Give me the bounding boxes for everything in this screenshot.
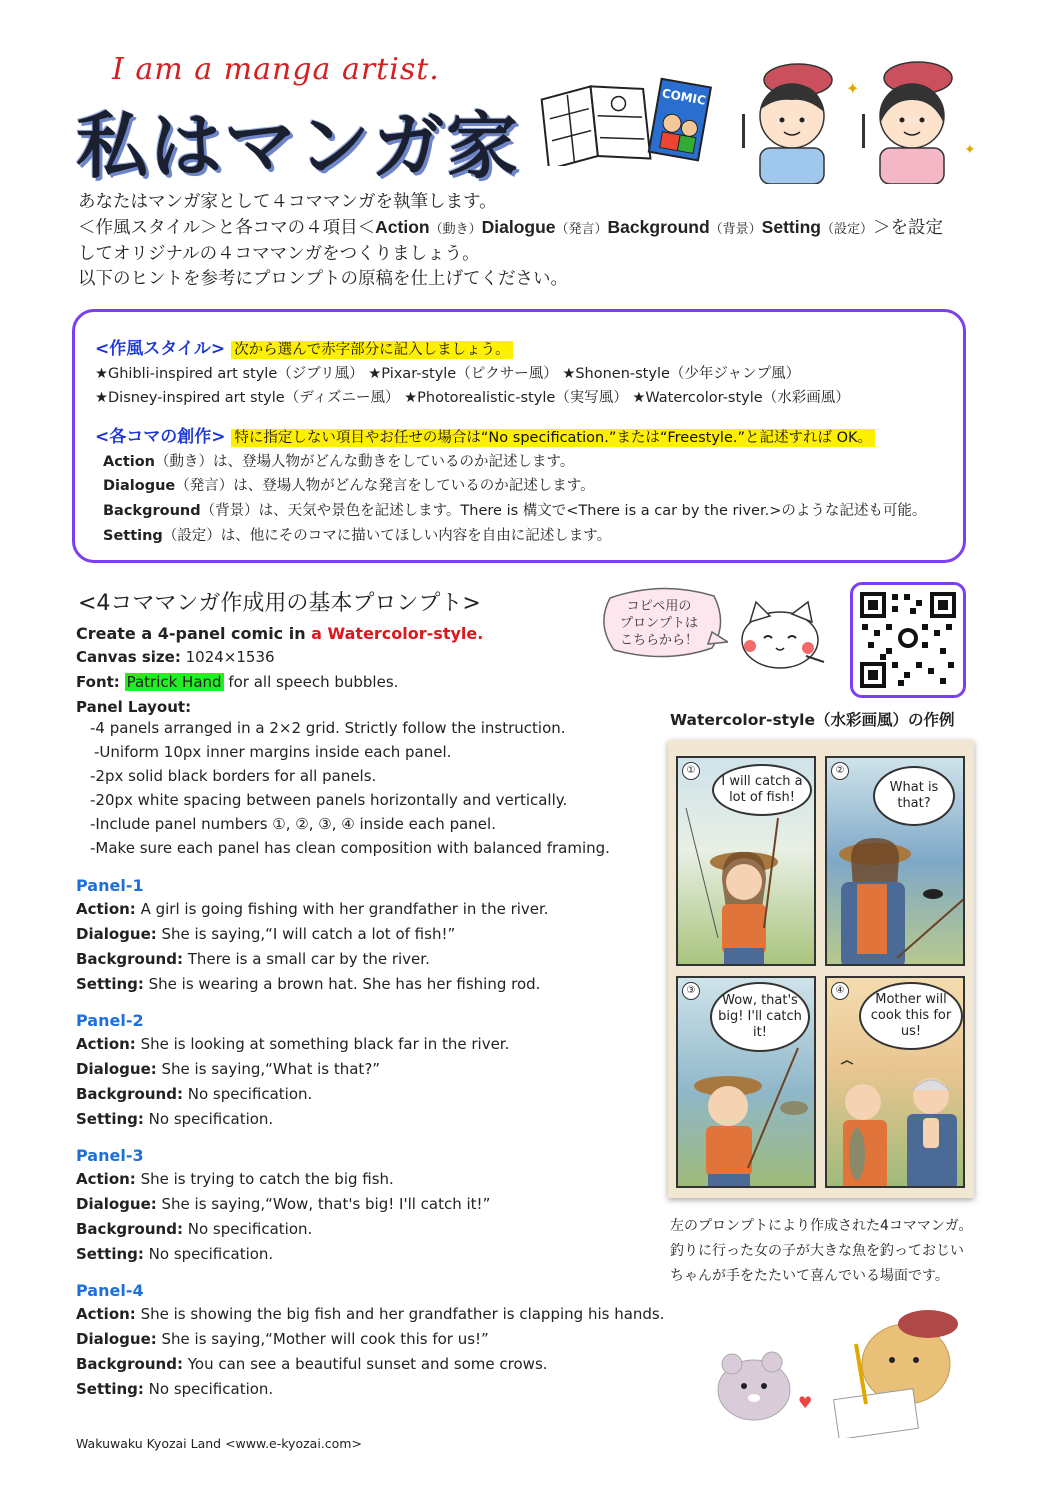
comic-panel-3 xyxy=(676,976,816,1188)
intro-line-4: 以下のヒントを参考にプロンプトの原稿を仕上げてください。 xyxy=(78,269,568,289)
panel-note: 特に指定しない項目やお任せの場合は“No specification.”または“Freestyle.”と記述すれば OK。 xyxy=(231,429,875,447)
panel-3-title: Panel-3 xyxy=(76,1146,144,1165)
panel-3-background: Background: No specification. xyxy=(76,1220,313,1238)
font-line: Font: Patrick Hand for all speech bubbles. xyxy=(76,673,399,691)
comic-panel-4 xyxy=(825,976,965,1188)
svg-text:✦: ✦ xyxy=(846,79,860,98)
style-note: 次から選んで赤字部分に記入しましょう。 xyxy=(231,341,513,359)
qr-code[interactable] xyxy=(860,592,956,688)
subtitle: I am a manga artist. xyxy=(112,52,440,87)
rules-box xyxy=(72,309,966,563)
example-caption: 左のプロンプトにより作成された4コママンガ。 釣りに行った女の子が大きな魚を釣っておじい ちゃんが手をたたいて喜んでいる場面です。 xyxy=(670,1218,973,1284)
comic-panel-number: ② xyxy=(831,762,849,780)
comic-bubble-4: Mother will cook this for us! xyxy=(859,982,963,1050)
comic-panel-number: ④ xyxy=(831,982,849,1000)
comic-bubble-2: What is that? xyxy=(873,766,955,826)
rule-item-background: Background（背景）は、天気や景色を記述します。There is 構文で<There is a car by the river.>のような記述も可能。 xyxy=(103,503,927,519)
svg-text:✦: ✦ xyxy=(964,142,976,158)
mascots-drawing-illustration xyxy=(706,1304,972,1438)
panel-2-action: Action: She is looking at something black far in the river. xyxy=(76,1035,510,1053)
example-title: Watercolor-style（水彩画風）の作例 xyxy=(670,711,955,729)
panel-1-title: Panel-1 xyxy=(76,876,144,895)
layout-item: -Uniform 10px inner margins inside each panel. xyxy=(94,743,452,761)
panel-2-dialogue: Dialogue: She is saying,“What is that?” xyxy=(76,1060,381,1078)
layout-item: -2px solid black borders for all panels. xyxy=(90,767,377,785)
panel-3-dialogue: Dialogue: She is saying,“Wow, that's big! I'll catch it!” xyxy=(76,1195,491,1213)
create-line: Create a 4-panel comic in a Watercolor-style. xyxy=(76,624,484,643)
svg-text:COMIC: COMIC xyxy=(660,86,707,108)
panel-2-title: Panel-2 xyxy=(76,1011,144,1030)
panel-3-action: Action: She is trying to catch the big fish. xyxy=(76,1170,394,1188)
intro-line-1: あなたはマンガ家として４コママンガを執筆します。 xyxy=(78,192,497,212)
panel-4-dialogue: Dialogue: She is saying,“Mother will cook this for us!” xyxy=(76,1330,489,1348)
panel-1-background: Background: There is a small car by the river. xyxy=(76,950,430,968)
footer-credit: Wakuwaku Kyozai Land <www.e-kyozai.com> xyxy=(76,1436,362,1451)
style-heading: <作風スタイル> 次から選んで赤字部分に記入しましょう。 xyxy=(95,334,513,359)
panel-heading: <各コマの創作> 特に指定しない項目やお任せの場合は“No specification.”または“Freestyle.”と記述すれば OK。 xyxy=(95,422,875,447)
panel-1-dialogue: Dialogue: She is saying,“I will catch a lot of fish!” xyxy=(76,925,456,943)
panel-2-background: Background: No specification. xyxy=(76,1085,313,1103)
rule-item-dialogue: Dialogue（発言）は、登場人物がどんな発言をしているのか記述します。 xyxy=(103,478,595,494)
qr-code-frame[interactable] xyxy=(850,582,966,698)
manga-artists-illustration xyxy=(728,54,978,184)
layout-item: -Make sure each panel has clean composition with balanced framing. xyxy=(90,839,610,857)
intro-text xyxy=(78,190,998,292)
rule-item-action: Action（動き）は、登場人物がどんな動きをしているのか記述します。 xyxy=(103,454,575,470)
comic-bubble-3: Wow, that's big! I'll catch it! xyxy=(710,982,810,1052)
panel-3-setting: Setting: No specification. xyxy=(76,1245,274,1263)
panel-4-action: Action: She is showing the big fish and her grandfather is clapping his hands. xyxy=(76,1305,665,1323)
panel-2-setting: Setting: No specification. xyxy=(76,1110,274,1128)
comic-bubble-1: I will catch a lot of fish! xyxy=(712,764,812,816)
intro-line-3: してオリジナルの４コママンガをつくりましょう。 xyxy=(78,244,480,264)
panel-1-action: Action: A girl is going fishing with her grandfather in the river. xyxy=(76,900,549,918)
layout-item: -Include panel numbers ①, ②, ③, ④ inside each panel. xyxy=(90,815,496,833)
intro-line-2: ＜作風スタイル＞と各コマの４項目＜Action（動き）Dialogue（発言）Background（背景）Setting（設定）＞を設定 xyxy=(78,217,943,238)
copy-prompt-speech-bubble: コピペ用の プロンプトは こちらから！ xyxy=(596,584,728,664)
layout-item: -20px white spacing between panels horizontally and vertically. xyxy=(90,791,568,809)
prompt-section-title: <4コママンガ作成用の基本プロンプト> xyxy=(78,591,481,616)
svg-text:♥: ♥ xyxy=(798,1393,813,1412)
layout-label: Panel Layout: xyxy=(76,698,192,716)
example-comic xyxy=(668,740,974,1198)
panel-4-background: Background: You can see a beautiful sunset and some crows. xyxy=(76,1355,548,1373)
manga-books-illustration xyxy=(536,74,716,166)
comic-panel-number: ① xyxy=(682,762,700,780)
style-options-line-2: ★Disney-inspired art style（ディズニー風） ★Photorealistic-style（実写風） ★Watercolor-style（水彩画風） xyxy=(95,390,850,406)
page-title: 私はマンガ家 xyxy=(76,103,521,188)
style-options-line-1: ★Ghibli-inspired art style（ジブリ風） ★Pixar-style（ピクサー風） ★Shonen-style（少年ジャンプ風） xyxy=(95,366,801,382)
canvas-line: Canvas size: 1024×1536 xyxy=(76,648,275,666)
comic-panel-1 xyxy=(676,756,816,966)
panel-4-title: Panel-4 xyxy=(76,1281,144,1300)
comic-panel-2 xyxy=(825,756,965,966)
panel-4-setting: Setting: No specification. xyxy=(76,1380,274,1398)
rule-item-setting: Setting（設定）は、他にそのコマに描いてほしい内容を自由に記述します。 xyxy=(103,528,612,544)
panel-1-setting: Setting: She is wearing a brown hat. She has her fishing rod. xyxy=(76,975,541,993)
layout-item: -4 panels arranged in a 2×2 grid. Strictly follow the instruction. xyxy=(90,719,566,737)
cat-mascot-illustration xyxy=(736,596,828,672)
comic-panel-number: ③ xyxy=(682,982,700,1000)
